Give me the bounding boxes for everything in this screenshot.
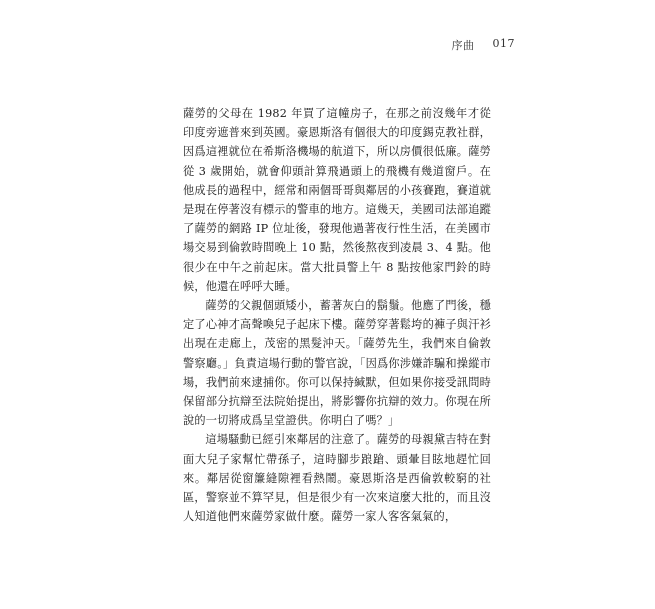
running-header — [452, 37, 516, 53]
section-title: 序曲 — [451, 39, 475, 52]
paragraph-2: 薩勞的父親個頭矮小，蓄著灰白的鬍鬚。他應了門後，穩定了心神才高聲喚兒子起床下樓。薩勞穿著鬆垮的褲子與汗衫出現在走廊上，茂密的黑髮沖天。「薩勞先生，我們來自倫敦警察廳。」負責這場行動的警官說，「因爲你涉嫌詐騙和操縱市場，我們前來逮捕你。你可以保持緘默，但如果你接受訊問時保留部分抗辯至法院始提出，將影響你抗辯的效力。你現在所說的一切將成爲呈堂證供。你明白了嗎？」 — [183, 299, 491, 428]
body-text — [183, 104, 491, 526]
page-number: 017 — [492, 37, 515, 50]
paragraph-1: 薩勞的父母在 1982 年買了這幢房子，在那之前沒幾年才從印度旁遮普來到英國。豪恩斯洛有個很大的印度錫克教社群，因爲這裡就位在希斯洛機場的航道下，所以房價很低廉。薩勞從 3 歲開始，就會仰頭計算飛過頭上的飛機有幾道窗戶。在他成長的過程中，經常和兩個哥哥與鄰居的小孩賽跑，賽道就是現在停著沒有標示的警車的地方。這幾天，美國司法部追蹤了薩勞的網路 IP 位址後，發現他過著夜行性生活，在美國市場交易到倫敦時間晚上 10 點，然後熬夜到凌晨 3、4 點。他很少在中午之前起床。當大批員警上午 8 點按他家門鈴的時候，他還在呼呼大睡。 — [183, 107, 491, 293]
paragraph-3: 這場騷動已經引來鄰居的注意了。薩勞的母親黛吉特在對面大兒子家幫忙帶孫子，這時腳步踉蹌、頭暈目眩地趕忙回來。鄰居從窗簾縫隙裡看熱鬧。豪恩斯洛是西倫敦較窮的社區，警察並不算罕見，但是很少有一次來這麼大批的，而且沒人知道他們來薩勞家做什麼。薩勞一家人客客氣氣的， — [183, 433, 491, 524]
